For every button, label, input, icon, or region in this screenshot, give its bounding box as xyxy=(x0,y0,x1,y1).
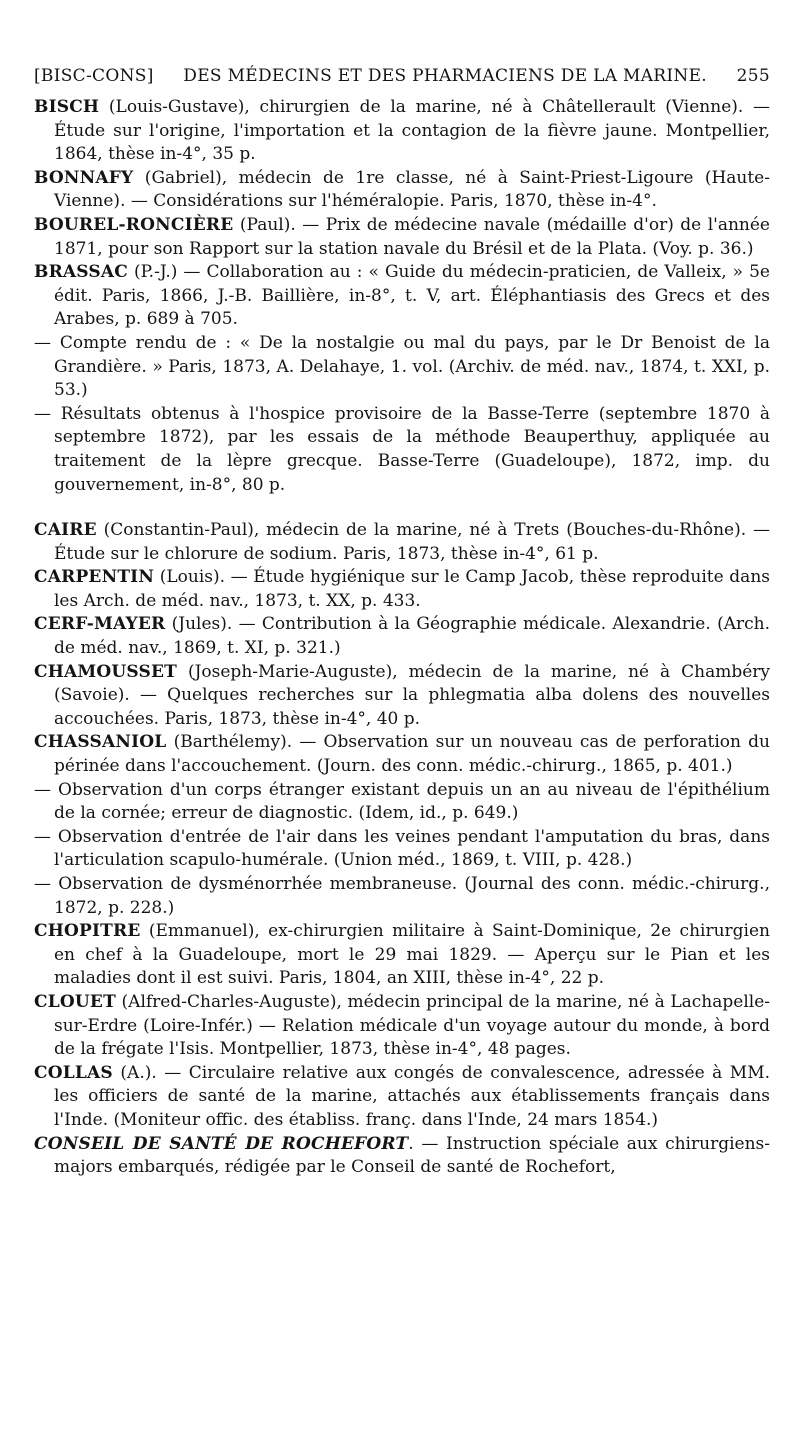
entry-text: (Emmanuel), ex-chirurgien militaire à Saint-Dominique, 2e chirurgien en chef à la Guadeloupe, mort le 29 mai 1829. — Aperçu sur le Pian et les maladies dont il est suivi. Paris, 1804, an XIII, thèse in-4°, 22 p. xyxy=(54,921,770,989)
entry-text: (A.). — Circulaire relative aux congés de convalescence, adressée à MM. les officiers de santé de la marine, attachés aux établissements français dans l'Inde. (Moniteur offic. des établiss. franç. dans l'Inde, 24 mars 1854.) xyxy=(54,1062,770,1130)
entry-text: (Barthélemy). — Observation sur un nouveau cas de perforation du périnée dans l'accouchement. (Journ. des conn. médic.-chirurg., 1865, p. 401.) xyxy=(54,732,770,777)
author-name: BOUREL-RONCIÈRE xyxy=(34,214,234,235)
bibliography-entries xyxy=(34,96,770,1180)
entry-text: (Paul). — Prix de médecine navale (médaille d'or) de l'année 1871, pour son Rapport sur la station navale du Brésil et de la Plata. (Voy. p. 36.) xyxy=(54,214,770,259)
entry-text: (Joseph-Marie-Auguste), médecin de la marine, né à Chambéry (Savoie). — Quelques recherches sur la phlegmatia alba dolens des nouvelles accouchées. Paris, 1873, thèse in-4°, 40 p. xyxy=(54,661,770,729)
bibliography-entry xyxy=(34,920,770,991)
author-name: CHASSANIOL xyxy=(34,732,167,753)
author-name: BONNAFY xyxy=(34,167,134,188)
author-name: COLLAS xyxy=(34,1062,113,1083)
entry-text: (P.-J.) — Collaboration au : « Guide du médecin-praticien, de Valleix, » 5e édit. Paris, 1866, J.-B. Baillière, in-8°, t. V, art. Éléphantiasis des Grecs et des Arabes, p. 689 à 705. xyxy=(54,262,770,330)
entry-text: . — Instruction spéciale aux chirurgiens-majors embarqués, rédigée par le Conseil de santé de Rochefort, xyxy=(54,1133,770,1178)
sub-entry: — Observation d'un corps étranger existant depuis un an au niveau de l'épithélium de la cornée; erreur de diagnostic. (Idem, id., p. 649.) xyxy=(34,779,770,824)
bibliography-entry xyxy=(34,613,770,660)
author-name: BRASSAC xyxy=(34,262,128,283)
author-name: BISCH xyxy=(34,97,100,117)
bibliography-entry xyxy=(34,519,770,566)
entry-text: (Alfred-Charles-Auguste), médecin principal de la marine, né à Lachapelle-sur-Erdre (Loire-Infér.) — Relation médicale d'un voyage autour du monde, à bord de la frégate l'Isis. Montpellier, 1873, thèse in-4°, 48 pages. xyxy=(54,991,770,1060)
sub-entry: — Observation d'entrée de l'air dans les veines pendant l'amputation du bras, dans l'articulation scapulo-humérale. (Union méd., 1869, t. VIII, p. 428.) xyxy=(34,826,770,871)
entry-text: (Constantin-Paul), médecin de la marine, né à Trets (Bouches-du-Rhône). — Étude sur le chlorure de sodium. Paris, 1873, thèse in-4°, 61 p. xyxy=(54,520,770,564)
bibliography-entry xyxy=(34,1133,770,1180)
bibliography-entry xyxy=(34,661,770,732)
bibliography-entry xyxy=(34,1062,770,1133)
entry-text: (Gabriel), médecin de 1re classe, né à Saint-Priest-Ligoure (Haute-Vienne). — Considérations sur l'héméralopie. Paris, 1870, thèse in-4°. xyxy=(54,167,770,212)
sub-entry: — Résultats obtenus à l'hospice provisoire de la Basse-Terre (septembre 1870 à septembre 1872), par les essais de la méthode Beauperthuy, appliquée au traitement de la lèpre grecque. Basse-Terre (Guadeloupe), 1872, imp. du gouvernement, in-8°, 80 p. xyxy=(34,403,770,495)
entry-text: (Louis-Gustave), chirurgien de la marine, né à Châtellerault (Vienne). — Étude sur l'origine, l'importation et la contagion de la fièvre jaune. Montpellier, 1864, thèse in-4°, 35 p. xyxy=(54,97,770,165)
bibliography-entry xyxy=(34,731,770,778)
author-name: CONSEIL DE SANTÉ DE ROCHEFORT xyxy=(34,1133,409,1154)
bibliography-entry xyxy=(34,566,770,613)
bibliography-entry xyxy=(34,991,770,1062)
author-name: CERF-MAYER xyxy=(34,614,166,635)
entry-range: [BISC-CONS] xyxy=(34,66,154,86)
author-name: CLOUET xyxy=(34,991,116,1012)
running-head xyxy=(34,66,770,86)
entry-text: (Jules). — Contribution à la Géographie médicale. Alexandrie. (Arch. de méd. nav., 1869, t. XI, p. 321.) xyxy=(54,614,770,659)
entry-text: (Louis). — Étude hygiénique sur le Camp Jacob, thèse reproduite dans les Arch. de méd. nav., 1873, t. XX, p. 433. xyxy=(54,567,770,611)
bibliography-entry xyxy=(34,167,770,214)
author-name: CHOPITRE xyxy=(34,921,141,942)
sub-entry: — Observation de dysménorrhée membraneuse. (Journal des conn. médic.-chirurg., 1872, p. 228.) xyxy=(34,874,770,918)
author-name: CHAMOUSSET xyxy=(34,661,178,682)
bibliography-entry xyxy=(34,214,770,261)
bibliography-entry xyxy=(34,261,770,332)
bibliography-entry xyxy=(34,96,770,167)
section-gap xyxy=(34,497,770,519)
page-number: 255 xyxy=(736,66,770,86)
page-heading: DES MÉDECINS ET DES PHARMACIENS DE LA MARINE. xyxy=(183,66,707,86)
author-name: CARPENTIN xyxy=(34,567,155,588)
sub-entry: — Compte rendu de : « De la nostalgie ou mal du pays, par le Dr Benoist de la Grandière. » Paris, 1873, A. Delahaye, 1. vol. (Archiv. de méd. nav., 1874, t. XXI, p. 53.) xyxy=(34,332,770,401)
author-name: CAIRE xyxy=(34,520,97,541)
